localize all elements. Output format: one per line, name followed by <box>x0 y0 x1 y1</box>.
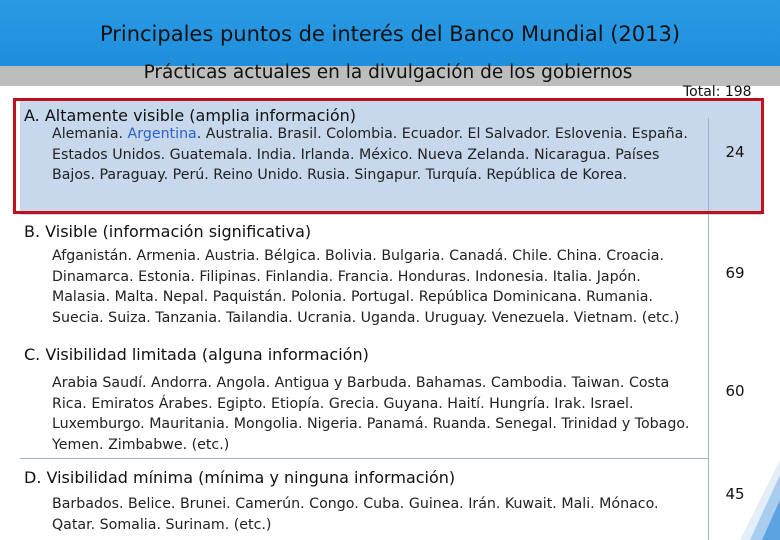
section-d-count: 45 <box>725 485 745 503</box>
section-d-countries: Barbados. Belice. Brunei. Camerún. Congo. Cuba. Guinea. Irán. Kuwait. Mali. Mónaco. Qatar. Somalia. Surinam. (etc.) <box>52 496 659 533</box>
section-a-text-after: . Australia. Brasil. Colombia. Ecuador. El Salvador. Eslovenia. España. Estados Unidos. Guatemala. India. Irlanda. México. Nueva Zelanda. Nicaragua. Países Bajos. Paraguay. Perú. Reino Unido. Rusia. Singapur. Turquía. República de Korea. <box>52 126 688 183</box>
section-c-countries: Arabia Saudí. Andorra. Angola. Antigua y Barbuda. Bahamas. Cambodia. Taiwan. Costa Rica. Emiratos Árabes. Egipto. Etiopía. Grecia. Guyana. Haití. Hungría. Irak. Israel. Luxemburgo. Mauritania. Mongolia. Nigeria. Panamá. Ruanda. Senegal. Trinidad y Tobago. Yemen. Zimbabwe. (etc.) <box>52 375 690 453</box>
section-b-heading: B. Visible (información significativa) <box>24 222 312 241</box>
subtitle-text: Prácticas actuales en la divulgación de los gobiernos <box>143 62 633 83</box>
slide-subtitle <box>0 62 780 83</box>
corner-decoration-icon <box>740 460 780 540</box>
section-b-countries: Afganistán. Armenia. Austria. Bélgica. Bolivia. Bulgaria. Canadá. Chile. China. Croacia. Dinamarca. Estonia. Filipinas. Finlandia. Francia. Honduras. Indonesia. Italia. Japón. Malasia. Malta. Nepal. Paquistán. Polonia. Portugal. República Dominicana. Rumania. Suecia. Suiza. Tanzania. Tailandia. Ucrania. Uganda. Uruguay. Venezuela. Vietnam. (etc.) <box>52 248 680 326</box>
section-a-count: 24 <box>725 143 745 161</box>
section-d-heading: D. Visibilidad mínima (mínima y ninguna información) <box>24 468 456 487</box>
title-banner <box>0 0 780 66</box>
highlight-frame <box>13 98 764 214</box>
section-divider <box>20 458 708 459</box>
section-c-heading: C. Visibilidad limitada (alguna información) <box>24 345 369 364</box>
section-b-count: 69 <box>725 264 745 282</box>
section-c-count: 60 <box>725 382 745 400</box>
total-label: Total: 198 <box>683 84 752 100</box>
section-a-text-before: Alemania. <box>52 126 128 142</box>
slide-title: Principales puntos de interés del Banco Mundial (2013) <box>99 22 681 46</box>
section-a-highlighted-country: Argentina <box>127 126 197 142</box>
section-a-heading: A. Altamente visible (amplia información) <box>24 106 356 125</box>
